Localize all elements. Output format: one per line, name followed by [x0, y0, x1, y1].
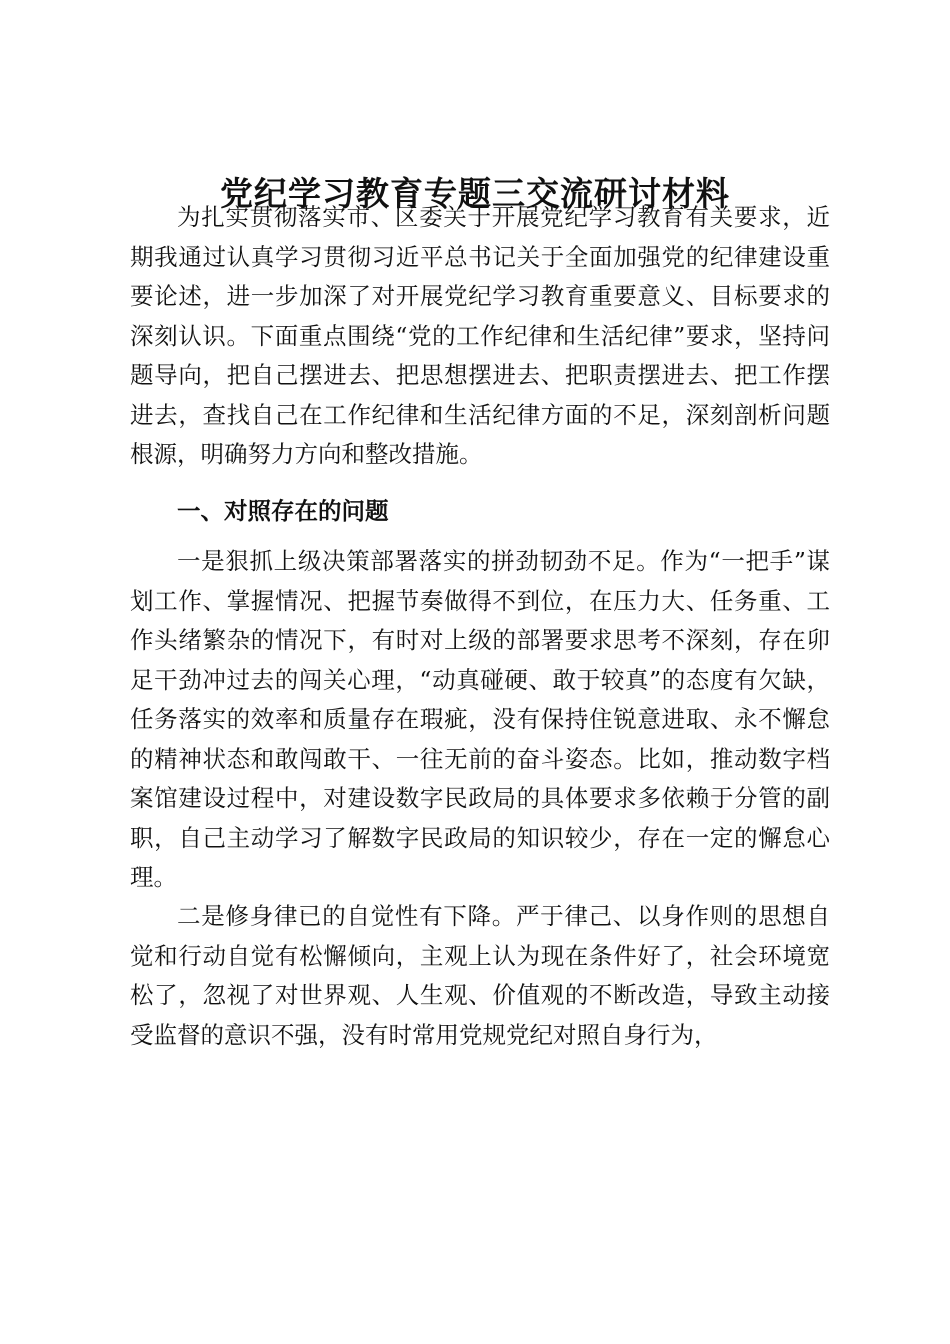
section-heading: 一、对照存在的问题: [177, 497, 389, 525]
body-paragraph-1: 一是狠抓上级决策部署落实的拼劲韧劲不足。作为“一把手”谋划工作、掌握情况、把握节奏做得不到位，在压力大、任务重、工作头绪繁杂的情况下，有时对上级的部署要求思考不深刻，存在卯足干劲冲过去的闯关心理，“动真碰硬、敢于较真”的态度有欠缺，任务落实的效率和质量存在瑕疵，没有保持住锐意进取、永不懈怠的精神状态和敢闯敢干、一往无前的奋斗姿态。比如，推动数字档案馆建设过程中，对建设数字民政局的具体要求多依赖于分管的副职，自己主动学习了解数字民政局的知识较少，存在一定的懈怠心理。: [130, 547, 830, 891]
body-paragraph-2: 二是修身律已的自觉性有下降。严于律己、以身作则的思想自觉和行动自觉有松懈倾向，主观上认为现在条件好了，社会环境宽松了，忽视了对世界观、人生观、价值观的不断改造，导致主动接受监督的意识不强，没有时常用党规党纪对照自身行为，: [130, 902, 830, 1049]
document-title: 党纪学习教育专题三交流研讨材料: [220, 174, 730, 213]
intro-paragraph: 为扎实贯彻落实市、区委关于开展党纪学习教育有关要求，近期我通过认真学习贯彻习近平总书记关于全面加强党的纪律建设重要论述，进一步加深了对开展党纪学习教育重要意义、目标要求的深刻认识。下面重点围绕“党的工作纪律和生活纪律”要求，坚持问题导向，把自己摆进去、把思想摆进去、把职责摆进去、把工作摆进去，查找自己在工作纪律和生活纪律方面的不足，深刻剖析问题根源，明确努力方向和整改措施。: [130, 203, 830, 468]
